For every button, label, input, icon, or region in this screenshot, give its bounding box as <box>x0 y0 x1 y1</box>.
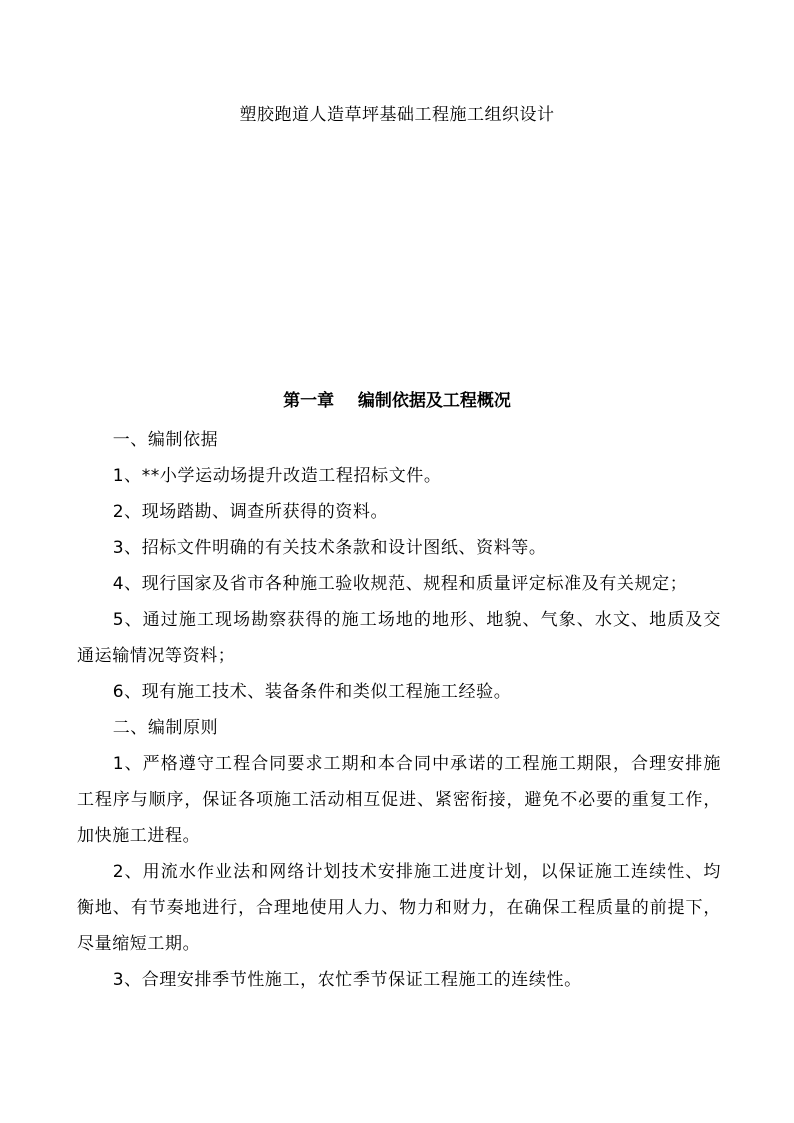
paragraph: 1、**小学运动场提升改造工程招标文件。 <box>112 466 442 486</box>
paragraph: 2、用流水作业法和网络计划技术安排施工进度计划，以保证施工连续性、均衡地、有节奏地进行，合理地使用人力、物力和财力，在确保工程质量的前提下，尽量缩短工期。 <box>77 862 721 954</box>
paragraph: 3、招标文件明确的有关技术条款和设计图纸、资料等。 <box>112 538 547 558</box>
paragraph: 1、严格遵守工程合同要求工期和本合同中承诺的工程施工期限，合理安排施工程序与顺序，保证各项施工活动相互促进、紧密衔接，避免不必要的重复工作，加快施工进程。 <box>77 754 721 846</box>
chapter-title: 第一章 编制依据及工程概况 <box>283 391 511 411</box>
section-heading-basis: 一、编制依据 <box>112 430 219 450</box>
paragraph: 2、现场踏勘、调查所获得的资料。 <box>112 502 389 522</box>
document-body <box>77 422 721 998</box>
paragraph: 4、现行国家及省市各种施工验收规范、规程和质量评定标准及有关规定； <box>112 574 688 594</box>
document-title: 塑胶跑道人造草坪基础工程施工组织设计 <box>239 105 555 125</box>
paragraph: 6、现有施工技术、装备条件和类似工程施工经验。 <box>112 682 512 702</box>
section-heading-principles: 二、编制原则 <box>112 718 219 738</box>
paragraph: 3、合理安排季节性施工，农忙季节保证工程施工的连续性。 <box>112 970 582 990</box>
paragraph: 5、通过施工现场勘察获得的施工场地的地形、地貌、气象、水文、地质及交通运输情况等资料； <box>77 610 721 666</box>
